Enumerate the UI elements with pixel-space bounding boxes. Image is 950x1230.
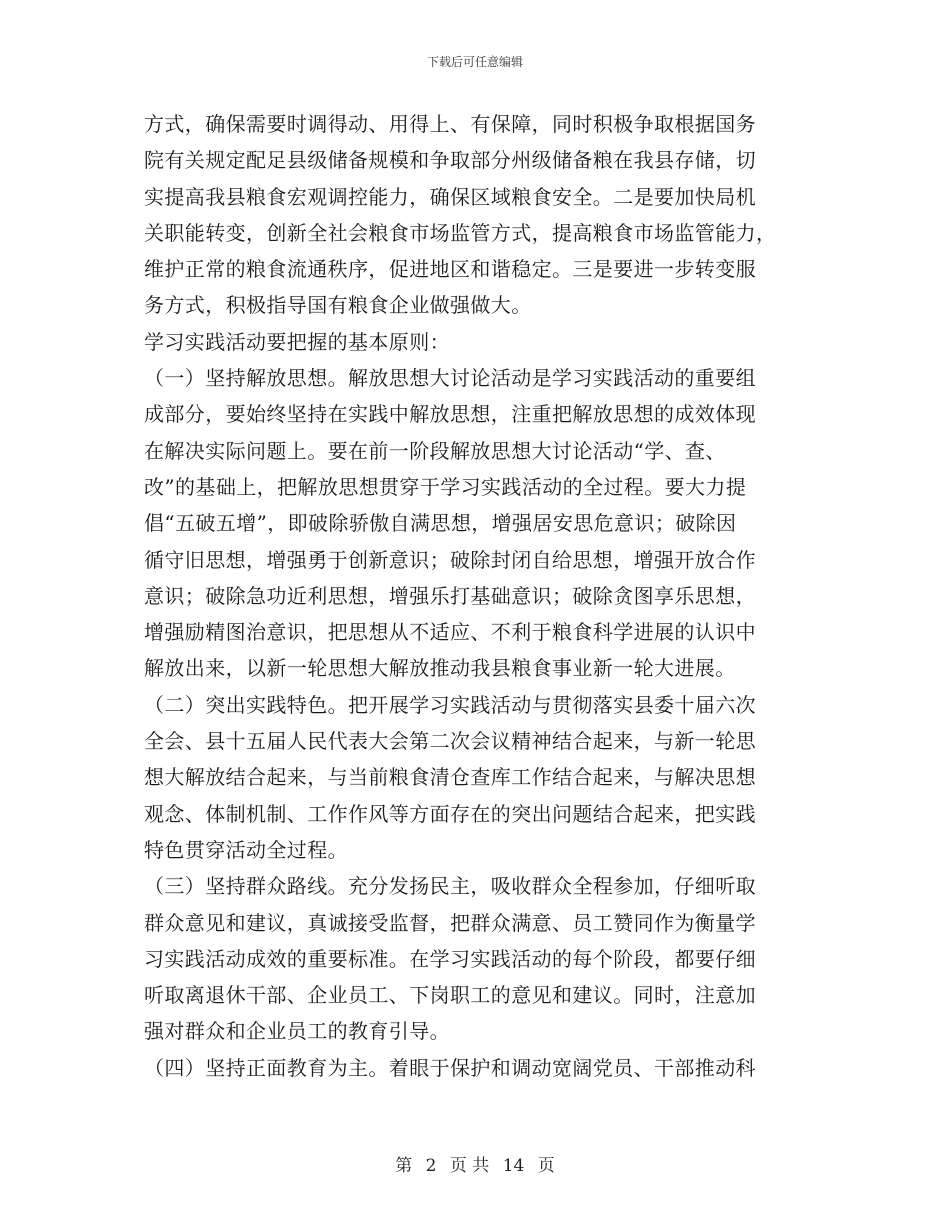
text-line: （三）坚持群众路线。充分发扬民主，吸收群众全程参加，仔细听取 (144, 874, 756, 899)
text-line: 特色贯穿活动全过程。 (144, 837, 348, 862)
text-line: 强对群众和企业员工的教育引导。 (144, 1019, 450, 1044)
document-body (144, 106, 804, 1086)
text-line: 维护正常的粮食流通秩序，促进地区和谐稳定。三是要进一步转变服 (144, 257, 756, 282)
page-header: 下载后可任意编辑 (426, 55, 523, 69)
text-line: 务方式，积极指导国有粮食企业做强做大。 (144, 293, 532, 318)
text-line: 关职能转变，创新全社会粮食市场监管方式，提高粮食市场监管能力， (144, 220, 777, 245)
footer-middle: 页 共 (449, 1156, 490, 1176)
text-line: 群众意见和建议，真诚接受监督，把群众满意、员工赞同作为衡量学 (144, 910, 756, 935)
text-line: 在解决实际问题上。要在前一阶段解放思想大讨论活动“学、查、 (144, 438, 726, 463)
text-line: 院有关规定配足县级储备规模和争取部分州级储备粮在我县存储，切 (144, 148, 756, 173)
text-line: 改”的基础上，把解放思想贯穿于学习实践活动的全过程。要大力提 (144, 474, 747, 499)
text-line: 全会、县十五届人民代表大会第二次会议精神结合起来，与新一轮思 (144, 729, 756, 754)
text-line: 观念、体制机制、工作作风等方面存在的突出问题结合起来，把实践 (144, 801, 756, 826)
text-line: （二）突出实践特色。把开展学习实践活动与贯彻落实县委十届六次 (144, 692, 756, 717)
footer-suffix: 页 (537, 1156, 555, 1176)
footer-page-number: 2 (425, 1156, 437, 1176)
text-line: 解放出来，以新一轮思想大解放推动我县粮食事业新一轮大进展。 (144, 656, 736, 681)
text-line: （一）坚持解放思想。解放思想大讨论活动是学习实践活动的重要组 (144, 366, 756, 391)
text-line: 倡“五破五增”，即破除骄傲自满思想，增强居安思危意识；破除因 (144, 511, 737, 536)
footer-total-pages: 14 (502, 1156, 525, 1176)
text-line: 想大解放结合起来，与当前粮食清仓查库工作结合起来，与解决思想 (144, 765, 756, 790)
text-line: 成部分，要始终坚持在实践中解放思想，注重把解放思想的成效体现 (144, 402, 756, 427)
text-line: 听取离退休干部、企业员工、下岗职工的意见和建议。同时，注意加 (144, 983, 756, 1008)
text-line: 循守旧思想，增强勇于创新意识；破除封闭自给思想，增强开放合作 (144, 547, 756, 572)
text-line: 意识；破除急功近利思想，增强乐打基础意识；破除贪图享乐思想， (144, 583, 756, 608)
text-line: 方式，确保需要时调得动、用得上、有保障，同时积极争取根据国务 (144, 112, 756, 136)
text-line: 学习实践活动要把握的基本原则： (144, 329, 450, 354)
text-line: 习实践活动成效的重要标准。在学习实践活动的每个阶段，都要仔细 (144, 946, 756, 971)
footer-prefix: 第 (395, 1156, 413, 1176)
text-line: 实提高我县粮食宏观调控能力，确保区域粮食安全。二是要加快局机 (144, 184, 756, 209)
text-line: 增强励精图治意识，把思想从不适应、不利于粮食科学进展的认识中 (144, 620, 756, 645)
text-line: （四）坚持正面教育为主。着眼于保护和调动宽阔党员、干部推动科 (144, 1055, 756, 1080)
page-footer (0, 1151, 950, 1176)
